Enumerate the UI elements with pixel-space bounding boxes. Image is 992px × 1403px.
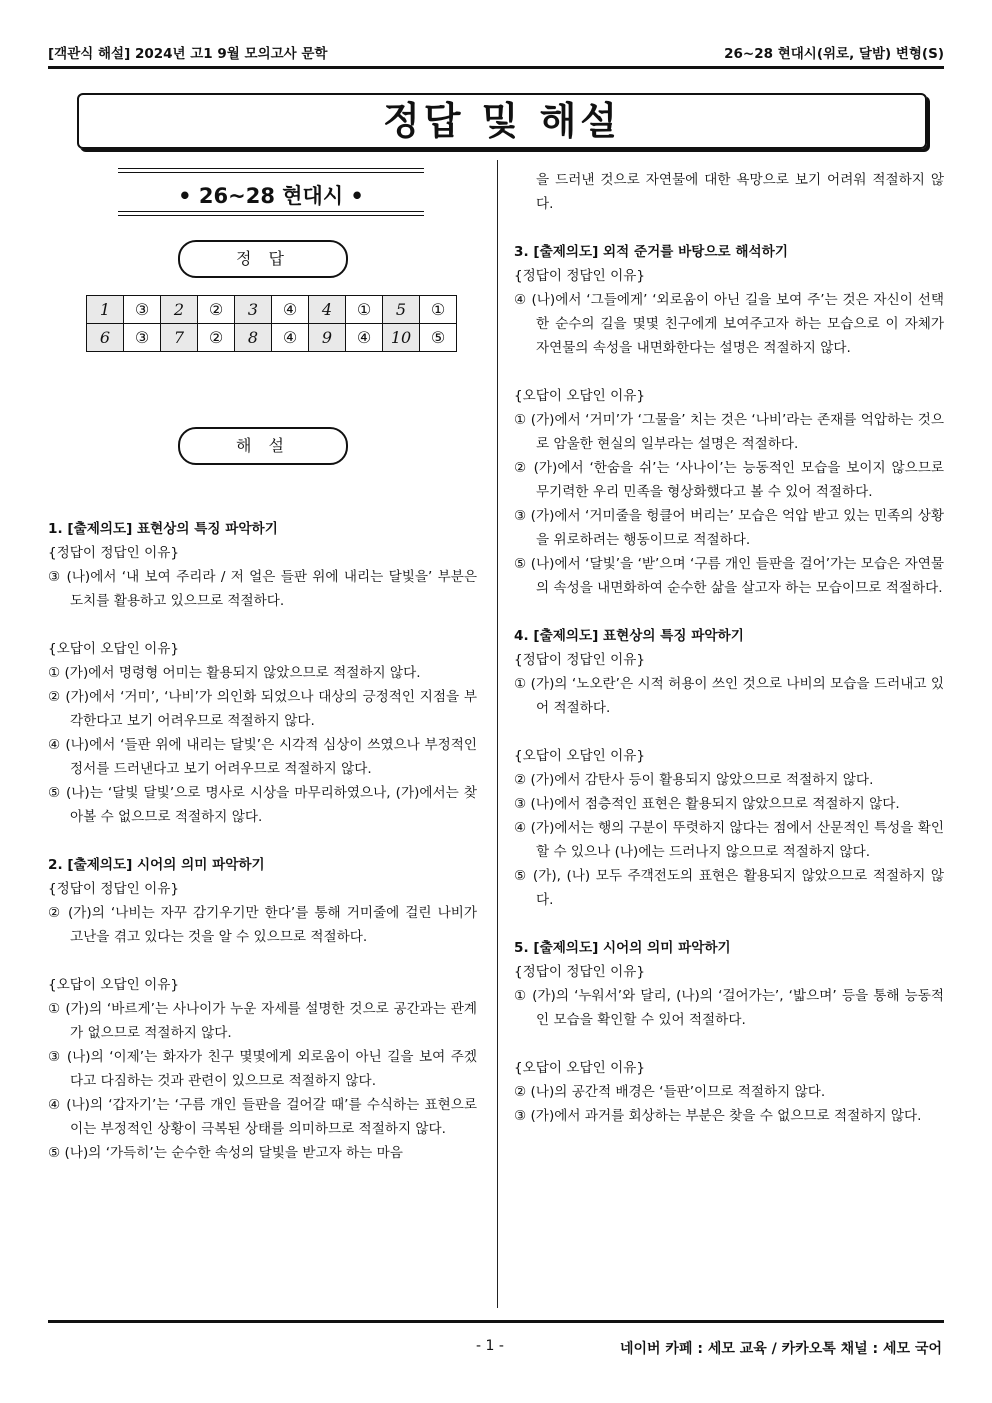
explanation-item: ③ (나)의 ‘이제’는 화자가 친구 몇몇에게 외로움이 아닌 길을 보여 주겠다고 다짐하는 것과 관련이 있으므로 적절하지 않다. [48, 1049, 477, 1089]
explanation-item: ④ (나)의 ‘갑자기’는 ‘구름 개인 들판을 걸어갈 때’를 수식하는 표현으로 이는 부정적인 상황이 극복된 상태를 의미하므로 적절하지 않다. [48, 1097, 477, 1137]
subheading: {오답이 오답인 이유} [514, 748, 645, 764]
answer-choice: ④ [272, 296, 309, 324]
spacer [514, 216, 944, 240]
header-rule [48, 66, 944, 69]
spacer [514, 1032, 944, 1056]
explanation-item: ① (가)에서 명령형 어미는 활용되지 않았으므로 적절하지 않다. [48, 665, 421, 681]
explanation-item: ② (가)의 ‘나비는 자꾸 감기우기만 한다’를 통해 거미줄에 걸린 나비가 고난을 겪고 있다는 것을 알 수 있으므로 적절하다. [48, 905, 477, 945]
subheading: {정답이 정답인 이유} [514, 652, 645, 668]
subheading: {오답이 오답인 이유} [48, 977, 179, 993]
page-number: - 1 - [476, 1338, 504, 1354]
column-divider [497, 160, 498, 1308]
explanation-item: ③ (가)에서 ‘거미줄을 헝클어 버리는’ 모습은 억압 받고 있는 민족의 상황을 위로하려는 행동이므로 적절하다. [514, 508, 944, 548]
title-box [77, 93, 927, 149]
question-number: 1 [87, 296, 124, 324]
answer-row [87, 324, 457, 352]
header-left: [객관식 해설] 2024년 고1 9월 모의고사 문학 [48, 46, 328, 62]
answer-row [87, 296, 457, 324]
explanation-continued: 을 드러낸 것으로 자연물에 대한 욕망으로 보기 어려워 적절하지 않다. [536, 172, 944, 212]
explanation-item: ① (가)의 ‘바르게’는 사나이가 누운 자세를 설명한 것으로 공간과는 관계가 없으므로 적절하지 않다. [48, 1001, 477, 1041]
footer-credit: 네이버 카페 : 세모 교육 / 카카오톡 채널 : 세모 국어 [619, 1341, 942, 1357]
answer-choice: ③ [124, 324, 161, 352]
answer-choice: ② [198, 296, 235, 324]
subheading: {정답이 정답인 이유} [514, 268, 645, 284]
answer-choice: ① [420, 296, 457, 324]
question-heading: 4. [출제의도] 표현상의 특징 파악하기 [514, 628, 744, 644]
explanation-item: ② (가)에서 ‘한숨을 쉬’는 ‘사나이’는 능동적인 모습을 보이지 않으므로 무기력한 우리 민족을 형상화했다고 볼 수 있어 적절하다. [514, 460, 944, 500]
explanation-item: ③ (가)에서 과거를 회상하는 부분은 찾을 수 없으므로 적절하지 않다. [514, 1108, 922, 1124]
subheading: {오답이 오답인 이유} [514, 1060, 645, 1076]
explanation-item: ③ (나)에서 점층적인 표현은 활용되지 않았으므로 적절하지 않다. [514, 796, 900, 812]
spacer [48, 613, 477, 637]
spacer [48, 829, 477, 853]
explanation-item: ⑤ (가), (나) 모두 주객전도의 표현은 활용되지 않았으므로 적절하지 않다. [514, 868, 944, 908]
answer-choice: ④ [272, 324, 309, 352]
subheading: {정답이 정답인 이유} [48, 881, 179, 897]
answer-choice: ③ [124, 296, 161, 324]
section-title-box [118, 168, 424, 216]
question-number: 4 [309, 296, 346, 324]
spacer [514, 720, 944, 744]
spacer [514, 600, 944, 624]
question-number: 7 [161, 324, 198, 352]
explain-label: 해 설 [178, 427, 348, 465]
explanation-item: ④ (나)에서 ‘그들에게’ ‘외로움이 아닌 길을 보여 주’는 것은 자신이 선택한 순수의 길을 몇몇 친구에게 보여주고자 하는 모습으로 이 자체가 자연물의 속성을 내면화한다는 설명은 적절하지 않다. [514, 292, 944, 356]
answer-label: 정 답 [178, 240, 348, 278]
subheading: {오답이 오답인 이유} [48, 641, 179, 657]
explanation-item: ② (가)에서 ‘거미’, ‘나비’가 의인화 되었으나 대상의 긍정적인 지점을 부각한다고 보기 어려우므로 적절하지 않다. [48, 689, 477, 729]
question-heading: 3. [출제의도] 외적 준거를 바탕으로 해석하기 [514, 244, 788, 260]
question-number: 2 [161, 296, 198, 324]
explanation-item: ④ (나)에서 ‘들판 위에 내리는 달빛’은 시각적 심상이 쓰였으나 부정적인 정서를 드러낸다고 보기 어려우므로 적절하지 않다. [48, 737, 477, 777]
left-column-text [48, 517, 477, 1165]
answer-choice: ② [198, 324, 235, 352]
page-title: 정답 및 해설 [383, 99, 621, 143]
spacer [48, 949, 477, 973]
question-heading: 1. [출제의도] 표현상의 특징 파악하기 [48, 521, 278, 537]
explanation-item: ③ (나)에서 ‘내 보여 주리라 / 저 얼은 들판 위에 내리는 달빛을’ 부분은 도치를 활용하고 있으므로 적절하다. [48, 569, 477, 609]
spacer [514, 912, 944, 936]
question-number: 9 [309, 324, 346, 352]
right-column-text [514, 168, 944, 1128]
header-right: 26~28 현대시(위로, 달밤) 변형(S) [724, 46, 944, 62]
section-title: • 26~28 현대시 • [178, 184, 364, 208]
question-number: 10 [383, 324, 420, 352]
explanation-item: ⑤ (나)는 ‘달빛 달빛’으로 명사로 시상을 마무리하였으나, (가)에서는 찾아볼 수 없으므로 적절하지 않다. [48, 785, 477, 825]
question-number: 8 [235, 324, 272, 352]
answer-choice: ④ [346, 324, 383, 352]
question-heading: 5. [출제의도] 시어의 의미 파악하기 [514, 940, 731, 956]
question-heading: 2. [출제의도] 시어의 의미 파악하기 [48, 857, 265, 873]
spacer [514, 360, 944, 384]
subheading: {오답이 오답인 이유} [514, 388, 645, 404]
footer-rule [48, 1320, 944, 1323]
explanation-item: ⑤ (나)에서 ‘달빛’을 ‘받’으며 ‘구름 개인 들판을 걸어’가는 모습은 자연물의 속성을 내면화하여 순수한 삶을 살고자 하는 모습이므로 적절하다. [514, 556, 944, 596]
explanation-item: ② (나)의 공간적 배경은 ‘들판’이므로 적절하지 않다. [514, 1084, 826, 1100]
page-header [48, 38, 944, 60]
answer-choice: ⑤ [420, 324, 457, 352]
explanation-item: ④ (가)에서는 행의 구분이 뚜렷하지 않다는 점에서 산문적인 특성을 확인할 수 있으나 (나)에는 드러나지 않으므로 적절하지 않다. [514, 820, 944, 860]
explanation-item: ① (가)에서 ‘거미’가 ‘그물을’ 치는 것은 ‘나비’라는 존재를 억압하는 것으로 암울한 현실의 일부라는 설명은 적절하다. [514, 412, 944, 452]
question-number: 5 [383, 296, 420, 324]
explanation-item: ① (가)의 ‘노오란’은 시적 허용이 쓰인 것으로 나비의 모습을 드러내고 있어 적절하다. [514, 676, 944, 716]
subheading: {정답이 정답인 이유} [514, 964, 645, 980]
explanation-item: ⑤ (나)의 ‘가득히’는 순수한 속성의 달빛을 받고자 하는 마음 [48, 1145, 403, 1161]
question-number: 6 [87, 324, 124, 352]
explanation-item: ① (가)의 ‘누워서’와 달리, (나)의 ‘걸어가는’, ‘밟으며’ 등을 통해 능동적인 모습을 확인할 수 있어 적절하다. [514, 988, 944, 1028]
subheading: {정답이 정답인 이유} [48, 545, 179, 561]
answer-choice: ① [346, 296, 383, 324]
question-number: 3 [235, 296, 272, 324]
answer-table [86, 295, 457, 352]
explanation-item: ② (가)에서 감탄사 등이 활용되지 않았으므로 적절하지 않다. [514, 772, 874, 788]
